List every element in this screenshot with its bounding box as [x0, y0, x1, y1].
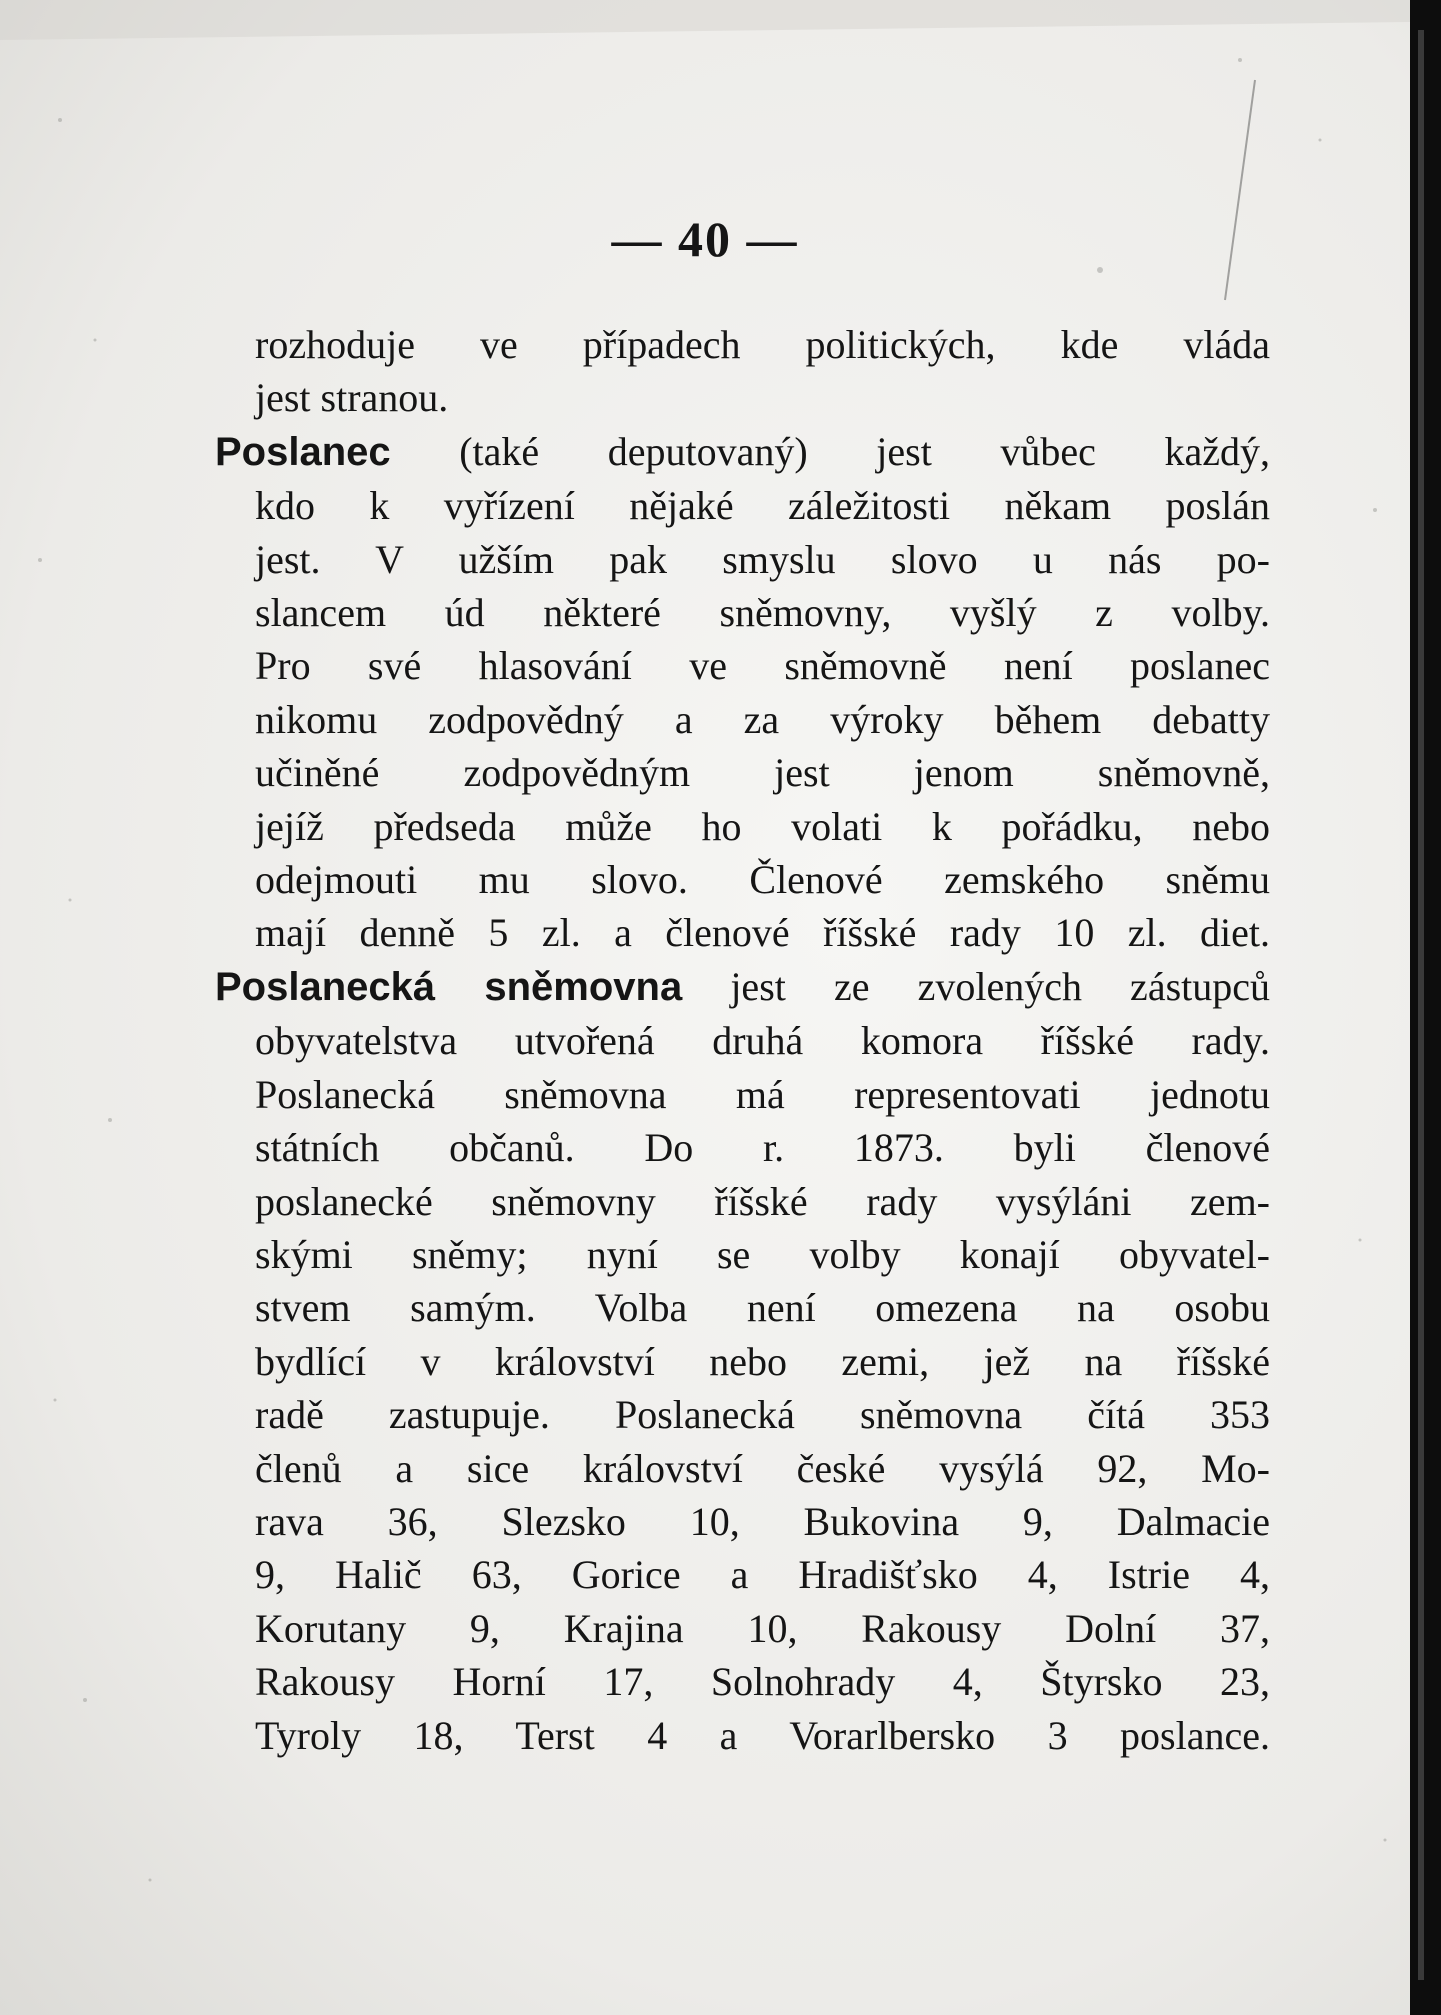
- text-line: 9, Halič 63, Gorice a Hradišťsko 4, Istrie 4,: [255, 1552, 1270, 1598]
- text-line: slancem úd některé sněmovny, vyšlý z volby.: [255, 590, 1270, 636]
- text-line: Korutany 9, Krajina 10, Rakousy Dolní 37,: [255, 1605, 1270, 1651]
- text-line: radě zastupuje. Poslanecká sněmovna čítá 353: [255, 1392, 1270, 1438]
- text-line: stvem samým. Volba není omezena na osobu: [255, 1285, 1270, 1331]
- text-line: Rakousy Horní 17, Solnohrady 4, Štyrsko 23,: [255, 1659, 1270, 1705]
- entry-poslanecka-snemovna: [215, 960, 1270, 1014]
- entry-term: Poslanec: [215, 429, 391, 474]
- text-line: členů a sice království české vysýlá 92, Mo-: [255, 1445, 1270, 1491]
- dictionary-text: [215, 318, 1271, 1762]
- text-line: (také deputovaný) jest vůbec každý,: [390, 428, 1270, 474]
- text-line: jest. V užším pak smyslu slovo u nás po-: [255, 536, 1270, 582]
- scan-border-line: [1418, 30, 1424, 1980]
- text-line: jejíž předseda může ho volati k pořádku, nebo: [255, 803, 1270, 849]
- text-line: nikomu zodpovědný a za výroky během debatty: [255, 696, 1270, 742]
- text-line: odejmouti mu slovo. Členové zemského sněmu: [255, 857, 1270, 903]
- text-line: obyvatelstva utvořená druhá komora říšské rady.: [255, 1018, 1270, 1064]
- text-line: učiněné zodpovědným jest jenom sněmovně,: [255, 750, 1270, 796]
- text-line: rava 36, Slezsko 10, Bukovina 9, Dalmacie: [255, 1498, 1270, 1544]
- entry-poslanec: [215, 425, 1270, 479]
- text-line: státních občanů. Do r. 1873. byli členové: [255, 1125, 1270, 1171]
- text-line: Pro své hlasování ve sněmovně není poslanec: [255, 643, 1270, 689]
- page-number: — 40 —: [611, 211, 799, 267]
- text-line: Poslanecká sněmovna má representovati jednotu: [255, 1071, 1270, 1117]
- text-line: rozhoduje ve případech politických, kde vláda: [255, 322, 1270, 367]
- text-line: jest stranou.: [255, 375, 449, 421]
- text-line: poslanecké sněmovny říšské rady vysýláni zem-: [255, 1178, 1270, 1224]
- entry-term: Poslanecká sněmovna: [215, 964, 683, 1009]
- scan-border: [1410, 0, 1441, 2015]
- text-line: skými sněmy; nyní se volby konají obyvatel-: [255, 1231, 1270, 1277]
- text-line: Tyroly 18, Terst 4 a Vorarlbersko 3 poslance.: [255, 1712, 1270, 1758]
- text-line: jest ze zvolených zástupců: [682, 963, 1271, 1009]
- text-line: bydlící v království nebo zemi, jež na říšské: [255, 1338, 1270, 1384]
- text-line: mají denně 5 zl. a členové říšské rady 10 zl. diet.: [255, 910, 1270, 956]
- text-line: kdo k vyřízení nějaké záležitosti někam poslán: [255, 483, 1270, 529]
